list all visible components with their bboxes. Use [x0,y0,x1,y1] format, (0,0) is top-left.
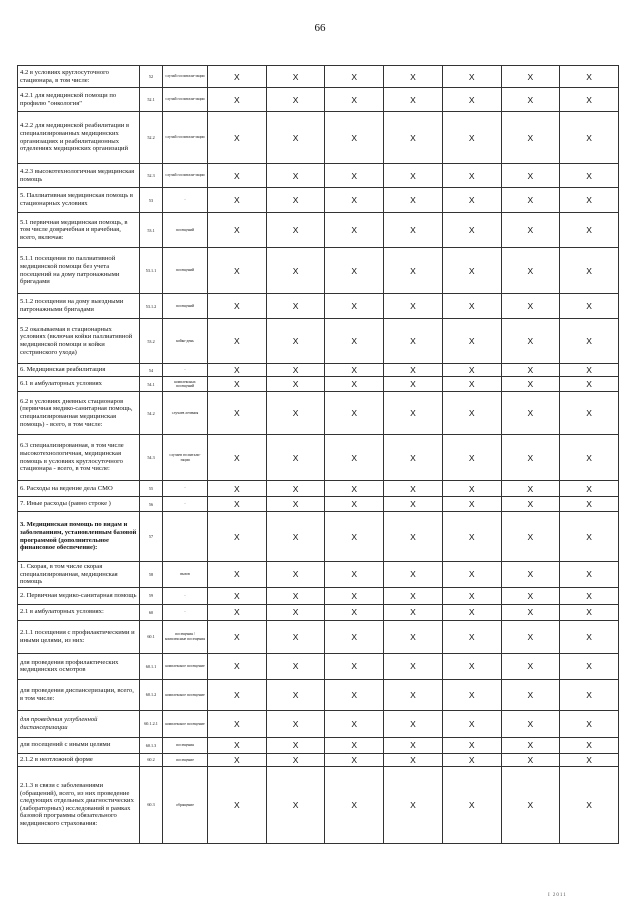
table-row [18,88,619,112]
cell-value: X [266,753,325,766]
cell-value: X [325,512,384,562]
cell-value: X [384,164,443,188]
cell-value: X [384,364,443,377]
cell-value: X [501,392,560,435]
cell-value: X [442,364,501,377]
row-unit: случаев лечения [163,392,208,435]
cell-value: X [501,766,560,843]
row-code: 58 [140,562,163,588]
row-name: 5. Паллиативная медицинская помощь в стационарных условиях [18,188,140,213]
row-code: 53.1.2 [140,294,163,319]
row-name: 5.1.1 посещения по паллиативной медицинской помощи без учета посещений на дому патронажными бригадами [18,248,140,294]
table-row [18,435,619,481]
row-name: 6.2 в условиях дневных стационаров (первичная медико-санитарная помощь, специализированная медицинская помощь) - всего, в том числе: [18,392,140,435]
row-unit: случай госпитали-зации [163,88,208,112]
cell-value: X [384,294,443,319]
cell-value: X [501,248,560,294]
row-name: 2.1.1 посещения с профилактическими и иными целями, из них: [18,620,140,653]
cell-value: X [325,497,384,512]
table-row [18,392,619,435]
cell-value: X [501,710,560,737]
cell-value: X [384,604,443,620]
cell-value: X [266,364,325,377]
cell-value: X [560,512,619,562]
cell-value: X [266,112,325,164]
row-name: 4.2.1 для медицинской помощи по профилю "онкология" [18,88,140,112]
cell-value: X [384,737,443,753]
cell-value: X [560,66,619,88]
table-row [18,319,619,364]
footer-mark: I 2011 [548,893,567,898]
cell-value: X [442,710,501,737]
cell-value: X [208,377,267,392]
cell-value: X [325,481,384,497]
cell-value: X [560,620,619,653]
row-code: 60.1.3 [140,737,163,753]
cell-value: X [208,710,267,737]
cell-value: X [208,620,267,653]
cell-value: X [560,377,619,392]
cell-value: X [501,377,560,392]
cell-value: X [384,481,443,497]
row-name: 4.2.2 для медицинской реабилитации в специализированных медицинских организациях и реабилитационных отделениях медицинских организаций [18,112,140,164]
cell-value: X [325,392,384,435]
cell-value: X [560,737,619,753]
row-unit: вызов [163,562,208,588]
table-row [18,112,619,164]
table-row [18,587,619,604]
cell-value: X [560,710,619,737]
cell-value: X [266,710,325,737]
row-code: 60.1 [140,620,163,653]
cell-value: X [208,753,267,766]
row-code: 53 [140,188,163,213]
table-row [18,620,619,653]
cell-value: X [560,753,619,766]
row-name: 2. Первичная медико-санитарная помощь [18,587,140,604]
cell-value: X [266,481,325,497]
cell-value: X [325,753,384,766]
cell-value: X [384,679,443,710]
row-code: 60 [140,604,163,620]
cell-value: X [501,66,560,88]
cell-value: X [325,562,384,588]
cell-value: X [266,392,325,435]
page-number: 66 [314,22,326,34]
cell-value: X [208,294,267,319]
cell-value: X [325,112,384,164]
row-unit: - [163,364,208,377]
cell-value: X [325,679,384,710]
row-code: 60.3 [140,766,163,843]
row-name: 7. Иные расходы (равно строке ) [18,497,140,512]
cell-value: X [266,766,325,843]
cell-value: X [442,587,501,604]
cell-value: X [501,88,560,112]
cell-value: X [442,435,501,481]
cell-value: X [560,679,619,710]
cell-value: X [208,512,267,562]
cell-value: X [560,248,619,294]
cell-value: X [560,497,619,512]
row-name: 2.1 в амбулаторных условиях: [18,604,140,620]
cell-value: X [442,248,501,294]
row-unit: - [163,188,208,213]
row-name: 2.1.2 в неотложной форме [18,753,140,766]
cell-value: X [442,512,501,562]
row-code: 54.1 [140,377,163,392]
cell-value: X [442,737,501,753]
row-code: 60.1.2.1 [140,710,163,737]
table-row [18,737,619,753]
cell-value: X [560,213,619,248]
row-code: 59 [140,587,163,604]
cell-value: X [384,710,443,737]
cell-value: X [384,562,443,588]
row-name: для посещений с иными целями [18,737,140,753]
row-code: 53.1.1 [140,248,163,294]
cell-value: X [208,248,267,294]
cell-value: X [560,88,619,112]
cell-value: X [208,213,267,248]
cell-value: X [208,188,267,213]
row-name: 3. Медицинская помощь по видам и заболеваниям, установленным базовой программой (дополнительное финансовое обеспечение): [18,512,140,562]
row-unit: комплексное посещение [163,653,208,679]
row-name: 5.2 оказываемая в стационарных условиях (включая койки паллиативной медицинской помощи и койки сестринского ухода) [18,319,140,364]
cell-value: X [501,753,560,766]
cell-value: X [442,766,501,843]
cell-value: X [208,766,267,843]
row-code: 53.1 [140,213,163,248]
cell-value: X [560,319,619,364]
cell-value: X [266,604,325,620]
row-code: 52.1 [140,88,163,112]
cell-value: X [325,294,384,319]
cell-value: X [501,294,560,319]
cell-value: X [442,294,501,319]
table-row [18,512,619,562]
cell-value: X [384,620,443,653]
cell-value: X [442,562,501,588]
cell-value: X [208,737,267,753]
cell-value: X [384,512,443,562]
row-unit: посещение [163,753,208,766]
table-row [18,164,619,188]
table-row [18,188,619,213]
cell-value: X [266,164,325,188]
cell-value: X [325,710,384,737]
cell-value: X [442,392,501,435]
row-unit: комплексное посещение [163,710,208,737]
cell-value: X [501,679,560,710]
table-row [18,604,619,620]
cell-value: X [560,435,619,481]
cell-value: X [384,587,443,604]
cell-value: X [560,481,619,497]
cell-value: X [442,88,501,112]
table-row [18,481,619,497]
cell-value: X [560,587,619,604]
cell-value: X [208,562,267,588]
row-unit: случай госпитали-зации [163,66,208,88]
cell-value: X [208,679,267,710]
row-unit [163,512,208,562]
cell-value: X [442,753,501,766]
row-name: для проведения углубленной диспансеризации [18,710,140,737]
row-unit: комплексное посещение [163,679,208,710]
cell-value: X [208,66,267,88]
cell-value: X [384,248,443,294]
cell-value: X [560,112,619,164]
table-row [18,710,619,737]
cell-value: X [560,392,619,435]
cell-value: X [501,620,560,653]
row-unit: - [163,481,208,497]
table-row [18,248,619,294]
table-row [18,653,619,679]
cell-value: X [325,587,384,604]
cell-value: X [208,481,267,497]
row-name: 6.1 в амбулаторных условиях [18,377,140,392]
cell-value: X [325,319,384,364]
cell-value: X [501,164,560,188]
cell-value: X [325,248,384,294]
row-name: для проведения профилактических медицинских осмотров [18,653,140,679]
cell-value: X [266,562,325,588]
cell-value: X [442,213,501,248]
cell-value: X [560,604,619,620]
cell-value: X [266,213,325,248]
cell-value: X [266,188,325,213]
cell-value: X [501,188,560,213]
cell-value: X [442,604,501,620]
cell-value: X [325,66,384,88]
cell-value: X [501,481,560,497]
cell-value: X [384,377,443,392]
cell-value: X [384,392,443,435]
row-name: 2.1.3 в связи с заболеваниями (обращений), всего, из них проведение следующих отдельных диагностических (лабораторных) исследований в рамках базовой программы обязательного медицинского страхования: [18,766,140,843]
row-code: 54 [140,364,163,377]
cell-value: X [325,164,384,188]
cell-value: X [442,679,501,710]
cell-value: X [208,604,267,620]
cell-value: X [560,364,619,377]
cell-value: X [384,319,443,364]
row-unit: посещений [163,248,208,294]
cell-value: X [208,497,267,512]
table-row [18,213,619,248]
cell-value: X [208,112,267,164]
cell-value: X [266,435,325,481]
row-code: 54.3 [140,435,163,481]
cell-value: X [325,766,384,843]
cell-value: X [266,248,325,294]
cell-value: X [501,562,560,588]
row-code: 52 [140,66,163,88]
cell-value: X [266,319,325,364]
cell-value: X [266,88,325,112]
table-row [18,364,619,377]
row-name: 6. Медицинская реабилитация [18,364,140,377]
row-code: 52.3 [140,164,163,188]
cell-value: X [208,164,267,188]
cell-value: X [501,653,560,679]
cell-value: X [384,497,443,512]
cell-value: X [560,188,619,213]
row-name: 6.3 специализированная, в том числе высокотехнологичная, медицинская помощь в условиях круглосуточного стационара - всего, в том числе: [18,435,140,481]
cell-value: X [384,66,443,88]
cell-value: X [208,392,267,435]
cell-value: X [266,587,325,604]
table-row [18,562,619,588]
cell-value: X [325,364,384,377]
cell-value: X [266,653,325,679]
row-unit: комплексных посещений [163,377,208,392]
row-unit: случаев госпитали-зации [163,435,208,481]
row-name: для проведения диспансеризации, всего, в том числе: [18,679,140,710]
row-code: 57 [140,512,163,562]
cell-value: X [501,319,560,364]
cell-value: X [208,435,267,481]
cell-value: X [325,88,384,112]
cell-value: X [266,512,325,562]
cell-value: X [560,766,619,843]
row-code: 55 [140,481,163,497]
cell-value: X [384,435,443,481]
cell-value: X [442,66,501,88]
row-unit: - [163,587,208,604]
table-row [18,679,619,710]
cell-value: X [501,497,560,512]
cell-value: X [560,294,619,319]
row-unit: случай госпитали-зации [163,164,208,188]
cell-value: X [384,112,443,164]
cell-value: X [442,497,501,512]
cell-value: X [325,188,384,213]
table-row [18,753,619,766]
cell-value: X [384,653,443,679]
cell-value: X [442,481,501,497]
table-row [18,294,619,319]
cell-value: X [442,319,501,364]
cell-value: X [208,364,267,377]
cell-value: X [442,164,501,188]
cell-value: X [208,587,267,604]
row-name: 5.1 первичная медицинская помощь, в том числе доврачебная и врачебная, всего, включая: [18,213,140,248]
row-unit: посещения [163,737,208,753]
cell-value: X [501,435,560,481]
cell-value: X [501,364,560,377]
table-row [18,497,619,512]
row-code: 60.1.1 [140,653,163,679]
row-name: 5.1.2 посещения на дому выездными патронажными бригадами [18,294,140,319]
cell-value: X [325,737,384,753]
row-unit: - [163,497,208,512]
row-code: 56 [140,497,163,512]
cell-value: X [325,377,384,392]
cell-value: X [442,188,501,213]
cell-value: X [266,294,325,319]
row-unit: случай госпитали-зации [163,112,208,164]
cell-value: X [266,497,325,512]
data-table [17,65,619,844]
cell-value: X [384,188,443,213]
cell-value: X [266,66,325,88]
cell-value: X [384,766,443,843]
cell-value: X [208,319,267,364]
cell-value: X [325,653,384,679]
row-code: 54.2 [140,392,163,435]
row-unit: обращение [163,766,208,843]
row-unit: посещений [163,213,208,248]
cell-value: X [501,213,560,248]
row-unit: посещений [163,294,208,319]
cell-value: X [208,653,267,679]
cell-value: X [325,435,384,481]
cell-value: X [501,587,560,604]
cell-value: X [560,562,619,588]
cell-value: X [501,737,560,753]
cell-value: X [560,653,619,679]
cell-value: X [266,620,325,653]
row-code: 53.2 [140,319,163,364]
cell-value: X [266,377,325,392]
cell-value: X [266,737,325,753]
cell-value: X [442,377,501,392]
cell-value: X [442,620,501,653]
cell-value: X [208,88,267,112]
row-name: 1. Скорая, в том числе скорая специализированная, медицинская помощь [18,562,140,588]
table-row [18,766,619,843]
row-unit: посещения / комплексные посещения [163,620,208,653]
cell-value: X [560,164,619,188]
cell-value: X [266,679,325,710]
row-name: 4.2.3 высокотехнологичная медицинская помощь [18,164,140,188]
row-name: 4.2 в условиях круглосуточного стационара, в том числе: [18,66,140,88]
cell-value: X [384,213,443,248]
cell-value: X [325,620,384,653]
cell-value: X [325,213,384,248]
row-code: 52.2 [140,112,163,164]
row-code: 60.1.2 [140,679,163,710]
row-code: 60.2 [140,753,163,766]
table-row [18,66,619,88]
cell-value: X [384,753,443,766]
cell-value: X [442,112,501,164]
cell-value: X [325,604,384,620]
row-name: 6. Расходы на ведение дела СМО [18,481,140,497]
cell-value: X [501,112,560,164]
row-unit: койко-день [163,319,208,364]
table-row [18,377,619,392]
cell-value: X [501,512,560,562]
cell-value: X [501,604,560,620]
cell-value: X [384,88,443,112]
cell-value: X [442,653,501,679]
row-unit: - [163,604,208,620]
